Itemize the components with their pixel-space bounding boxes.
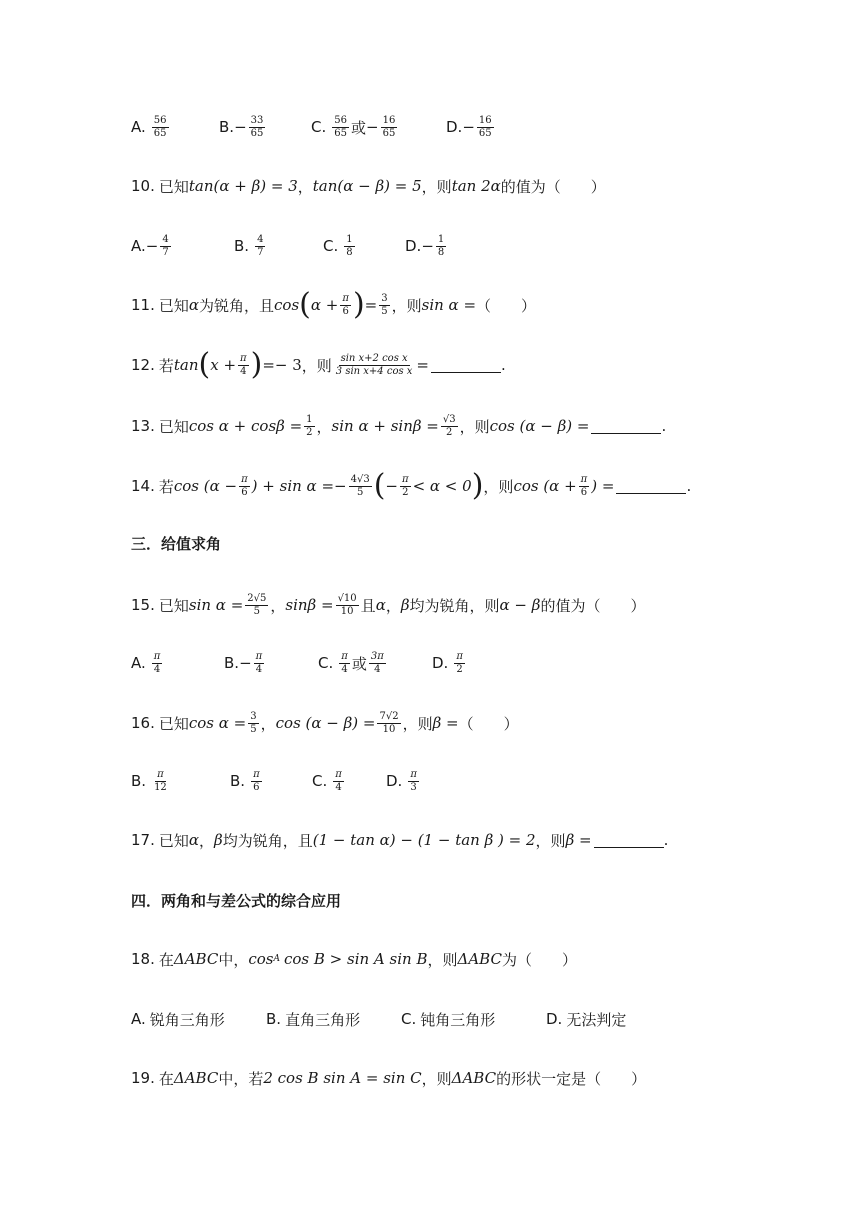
fraction: $\frac{\pi}{6}$ bbox=[342, 293, 349, 317]
q15-option-c: C. $\frac{\pi}{4}$ 或 $\frac{3\pi}{4}$ bbox=[318, 651, 384, 675]
section-4-heading: 四．两角和与差公式的综合应用 bbox=[131, 891, 342, 910]
left-paren: ( bbox=[373, 468, 386, 503]
fraction: $\frac{56}{65}$ bbox=[153, 115, 167, 139]
fraction: $\frac{\pi}{4}$ bbox=[341, 651, 348, 675]
fraction: $\frac{4}{7}$ bbox=[162, 234, 169, 258]
q18-option-d: D. 无法判定 bbox=[546, 1010, 627, 1029]
right-paren: ) bbox=[250, 347, 263, 382]
right-paren: ) bbox=[471, 468, 484, 503]
fraction: $\frac{7√2}{10}$ bbox=[379, 711, 399, 735]
q16-options bbox=[131, 761, 421, 801]
answer-blank bbox=[431, 358, 501, 373]
fraction: $\frac{1}{8}$ bbox=[437, 234, 445, 258]
fraction: $\frac{\pi}{6}$ bbox=[253, 769, 260, 793]
q15-options bbox=[131, 643, 467, 683]
q9-option-b: B. − $\frac{33}{65}$ bbox=[219, 115, 264, 139]
fraction: $\frac{4}{7}$ bbox=[257, 234, 264, 258]
question-11: 11. 已知 α 为锐角，且 cos ( α + $\frac{\pi}{6}$ ) = $\frac{3}{5}$ ，则 sin α = （ ） bbox=[131, 287, 537, 322]
q10-option-a: A. − $\frac{4}{7}$ bbox=[131, 234, 169, 258]
answer-blank bbox=[594, 833, 664, 848]
fraction: $\frac{1}{8}$ bbox=[346, 234, 353, 258]
question-15: 15. 已知 sin α = $\frac{2√5}{5}$ ， sinβ = $\frac{√10}{10}$ 且 α ， β 均为锐角，则 α − β 的值为（ ） bbox=[131, 593, 646, 617]
question-18: 18. 在 ΔABC 中， cos A cos B > sin A sin B ，则 ΔABC 为（ ） bbox=[131, 950, 577, 969]
fraction: $\frac{4√3}{5}$ bbox=[350, 474, 370, 498]
fraction: $\frac{16}{65}$ bbox=[382, 115, 396, 139]
q16-option-d: D. $\frac{\pi}{3}$ bbox=[386, 769, 417, 793]
fraction: $\frac{56}{65}$ bbox=[334, 115, 347, 139]
fraction: $\frac{\pi}{12}$ bbox=[154, 769, 167, 793]
q18-options bbox=[131, 999, 626, 1039]
question-10: 10. 已知 tan(α + β) = 3 ， tan(α − β) = 5 ，则 tan 2α 的值为（ ） bbox=[131, 177, 606, 196]
fraction: $\frac{\pi}{2}$ bbox=[456, 651, 463, 675]
fraction: $\frac{\text{sin x+2 cos x}}{\text{3 sin x+4 cos x}}$ bbox=[335, 353, 413, 377]
left-paren: ( bbox=[299, 287, 311, 322]
right-paren: ) bbox=[352, 287, 365, 322]
fraction: $\frac{\pi}{3}$ bbox=[410, 769, 417, 793]
fraction: $\frac{√3}{2}$ bbox=[442, 414, 456, 438]
fraction: $\frac{3}{5}$ bbox=[250, 711, 257, 735]
question-13: 13. 已知 cos α + cosβ = $\frac{1}{2}$ ， sin α + sinβ = $\frac{√3}{2}$ ，则 cos (α − β) = . bbox=[131, 414, 667, 438]
q10-option-b: B. $\frac{4}{7}$ bbox=[234, 234, 264, 258]
q10-option-d: D. − $\frac{1}{8}$ bbox=[405, 234, 445, 258]
q18-option-a: A. 锐角三角形 bbox=[131, 1010, 225, 1029]
fraction: $\frac{33}{65}$ bbox=[250, 115, 264, 139]
fraction: $\frac{\pi}{4}$ bbox=[335, 769, 342, 793]
fraction: $\frac{\pi}{2}$ bbox=[402, 474, 409, 498]
q15-option-d: D. $\frac{\pi}{2}$ bbox=[432, 651, 463, 675]
q9-option-a: A. $\frac{56}{65}$ bbox=[131, 115, 167, 139]
q15-option-b: B. − $\frac{\pi}{4}$ bbox=[224, 651, 263, 675]
fraction: $\frac{3\pi}{4}$ bbox=[370, 651, 384, 675]
q10-options bbox=[131, 226, 448, 266]
answer-blank bbox=[591, 419, 661, 434]
question-16: 16. 已知 cos α = $\frac{3}{5}$ ， cos (α − β) = $\frac{7√2}{10}$ ，则 β = （ ） bbox=[131, 711, 519, 735]
left-paren: ( bbox=[198, 347, 211, 382]
answer-blank bbox=[616, 479, 686, 494]
fraction: $\frac{\pi}{4}$ bbox=[255, 651, 263, 675]
q16-option-c: C. $\frac{\pi}{4}$ bbox=[312, 769, 342, 793]
q16-option-a: B. $\frac{\pi}{12}$ bbox=[131, 769, 167, 793]
q16-option-b: B. $\frac{\pi}{6}$ bbox=[230, 769, 260, 793]
fraction: $\frac{16}{65}$ bbox=[478, 115, 492, 139]
fraction: $\frac{\pi}{4}$ bbox=[240, 353, 247, 377]
fraction: $\frac{\pi}{6}$ bbox=[241, 474, 248, 498]
fraction: $\frac{\pi}{6}$ bbox=[580, 474, 588, 498]
question-14: 14. 若 cos (α − $\frac{\pi}{6}$ ) + sin α =− $\frac{4√3}{5}$ ( − $\frac{\pi}{2}$ < α < 0 ) ，则 cos (α + $\frac{\pi}{6}$ ) = . bbox=[131, 468, 692, 503]
q18-option-c: C. 钝角三角形 bbox=[401, 1010, 496, 1029]
section-3-heading: 三．给值求角 bbox=[131, 534, 222, 553]
q10-option-c: C. $\frac{1}{8}$ bbox=[323, 234, 353, 258]
question-17: 17. 已知 α ， β 均为锐角，且 (1 − tan α) − (1 − tan β ) = 2 ，则 β = . bbox=[131, 831, 669, 850]
fraction: $\frac{3}{5}$ bbox=[381, 293, 388, 317]
fraction: $\frac{\pi}{4}$ bbox=[153, 651, 161, 675]
fraction: $\frac{√10}{10}$ bbox=[337, 593, 357, 617]
q9-options bbox=[131, 107, 496, 147]
question-12: 12. 若 tan ( x + $\frac{\pi}{4}$ ) =− 3 ，则 $\frac{\text{sin x+2 cos x}}{\text{3 sin x+4 cos x}}$ = . bbox=[131, 347, 506, 382]
fraction: $\frac{2√5}{5}$ bbox=[247, 593, 267, 617]
question-19: 19. 在 ΔABC 中，若 2 cos B sin A = sin C ，则 ΔABC 的形状一定是（ ） bbox=[131, 1069, 647, 1088]
q9-option-d: D. − $\frac{16}{65}$ bbox=[446, 115, 492, 139]
q9-option-c: C. $\frac{56}{65}$ 或 − $\frac{16}{65}$ bbox=[311, 115, 396, 139]
q15-option-a: A. $\frac{\pi}{4}$ bbox=[131, 651, 161, 675]
fraction: $\frac{1}{2}$ bbox=[306, 414, 313, 438]
q18-option-b: B. 直角三角形 bbox=[266, 1010, 361, 1029]
